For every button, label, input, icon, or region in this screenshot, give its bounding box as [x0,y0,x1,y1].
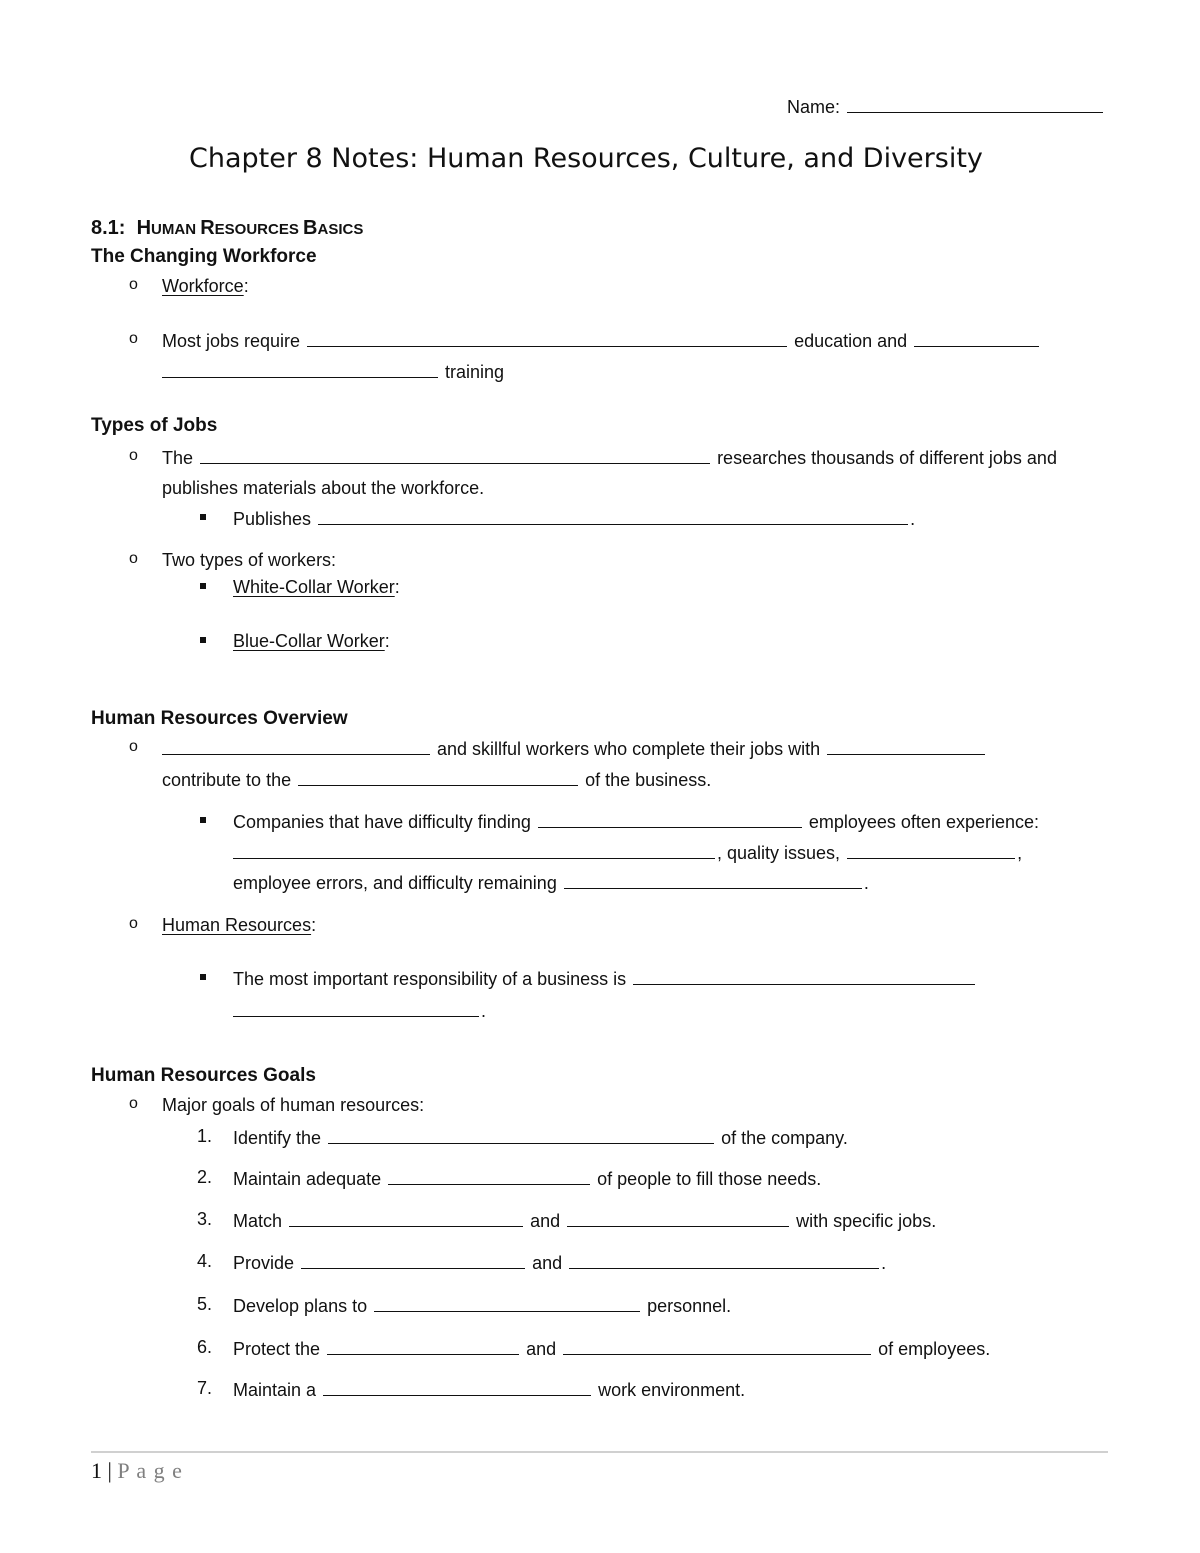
text: and [530,1211,561,1231]
fill-blank[interactable] [827,737,985,755]
goal-number: 7. [197,1378,213,1398]
fill-blank[interactable] [323,1378,591,1396]
text: Most jobs require [162,331,301,351]
bullet-square [200,817,206,823]
goal-item-7 [233,1378,745,1401]
text: training [445,362,505,382]
goals-intro: Major goals of human resources: [162,1095,425,1115]
colon: : [311,915,317,935]
text: and [526,1339,557,1359]
text: . [881,1253,887,1273]
fill-blank[interactable] [301,1251,525,1269]
separator: | [102,1458,118,1483]
bullet-o: o [129,738,138,755]
fill-blank[interactable] [567,1209,789,1227]
text: of the company. [721,1128,848,1148]
white-collar-term: White-Collar Worker [233,577,395,597]
text: . [863,873,869,893]
fill-blank[interactable] [914,329,1039,347]
fill-blank[interactable] [569,1251,879,1269]
text: The most important responsibility of a business is [233,969,627,989]
bullet-o: o [129,330,138,347]
fill-blank[interactable] [233,841,715,859]
bullet-square [200,514,206,520]
section-title-part: R [200,217,215,239]
fill-blank[interactable] [233,999,479,1017]
fill-blank[interactable] [564,871,862,889]
section-title-part: ASICS [317,221,364,238]
fill-blank[interactable] [374,1294,640,1312]
bullet-o: o [129,447,138,464]
text: with specific jobs. [796,1211,937,1231]
bullet-o: o [129,276,138,293]
fill-blank[interactable] [200,446,710,464]
responsibility-line-2 [233,999,486,1022]
fill-blank[interactable] [298,768,578,786]
colon: : [243,276,249,296]
text: Publishes [233,509,312,529]
types-item-1-line-1 [162,446,1057,469]
goal-item-5 [233,1294,731,1317]
overview-item-1-line-2 [162,768,711,791]
bullet-o: o [129,550,138,567]
human-resources-item [162,914,316,936]
text: employees often experience: [808,812,1040,832]
text: contribute to the [162,770,292,790]
white-collar-item [233,576,400,598]
text: Maintain adequate [233,1169,382,1189]
fill-blank[interactable] [388,1167,590,1185]
fill-blank[interactable] [563,1337,871,1355]
goal-item-1 [233,1126,848,1149]
fill-blank[interactable] [162,737,430,755]
page-number: 1 [91,1458,102,1483]
text: of the business. [585,770,712,790]
text: work environment. [598,1380,746,1400]
text: Match [233,1211,283,1231]
section-number: 8.1: [91,217,126,239]
goal-item-3 [233,1209,936,1232]
text: of people to fill those needs. [597,1169,822,1189]
heading-hr-goals: Human Resources Goals [91,1065,316,1086]
fill-blank[interactable] [538,810,802,828]
goal-number: 4. [197,1251,213,1271]
heading-changing-workforce: The Changing Workforce [91,246,317,267]
colon: : [394,577,400,597]
goal-item-2 [233,1167,821,1190]
name-blank[interactable] [847,95,1103,113]
text: Maintain a [233,1380,317,1400]
two-types-line: Two types of workers: [162,550,337,570]
text: , quality issues, [717,843,841,863]
goal-number: 3. [197,1209,213,1229]
fill-blank[interactable] [318,507,908,525]
jobs-require-line-1 [162,329,1041,352]
overview-sub-1-line-1 [233,810,1039,833]
text: Identify the [233,1128,322,1148]
types-item-1-line-2: publishes materials about the workforce. [162,478,485,498]
goal-item-4 [233,1251,886,1274]
workforce-term: Workforce [162,276,244,296]
text: personnel. [647,1296,732,1316]
footer-page-number [91,1458,183,1484]
text: employee errors, and difficulty remaining [233,873,557,893]
text: researches thousands of different jobs and [717,448,1057,468]
publishes-line [233,507,915,530]
text: Protect the [233,1339,321,1359]
text: Develop plans to [233,1296,368,1316]
name-field[interactable] [787,95,1105,118]
fill-blank[interactable] [633,967,975,985]
bullet-o: o [129,915,138,932]
goal-item-6 [233,1337,990,1360]
fill-blank[interactable] [307,329,787,347]
goal-number: 6. [197,1337,213,1357]
fill-blank[interactable] [289,1209,523,1227]
fill-blank[interactable] [327,1337,519,1355]
fill-blank[interactable] [328,1126,714,1144]
section-title-part: B [303,217,318,239]
human-resources-term: Human Resources [162,915,312,935]
bullet-square [200,974,206,980]
fill-blank[interactable] [847,841,1015,859]
footer-divider [91,1451,1108,1453]
text: and [532,1253,563,1273]
heading-types-of-jobs: Types of Jobs [91,415,218,436]
text: . [910,509,916,529]
name-label: Name: [787,97,841,117]
overview-item-1-line-1 [162,737,987,760]
page-label: P a g e [117,1458,183,1483]
bullet-square [200,637,206,643]
responsibility-line-1 [233,967,977,990]
text: and skillful workers who complete their jobs with [437,739,821,759]
blue-collar-term: Blue-Collar Worker [233,631,385,651]
text: of employees. [878,1339,991,1359]
section-title-part: UMAN [151,221,201,238]
text: Companies that have difficulty finding [233,812,531,832]
bullet-o: o [129,1095,138,1112]
section-heading [91,215,363,243]
text: education and [794,331,908,351]
heading-hr-overview: Human Resources Overview [91,708,348,729]
goal-number: 2. [197,1167,213,1187]
bullet-square [200,583,206,589]
blue-collar-item [233,630,390,652]
text: The [162,448,194,468]
goal-number: 5. [197,1294,213,1314]
section-title-part: H [136,217,152,239]
goal-number: 1. [197,1126,213,1146]
colon: : [384,631,390,651]
page-title: Chapter 8 Notes: Human Resources, Culture, and Diversity [189,143,983,174]
workforce-item [162,275,249,297]
jobs-require-line-2 [162,360,504,383]
overview-sub-1-line-3 [233,871,869,894]
overview-sub-1-line-2 [233,841,1022,864]
fill-blank[interactable] [162,360,438,378]
section-title-part: ESOURCES [214,221,304,238]
text: , [1017,843,1023,863]
text: . [481,1001,487,1021]
text: Provide [233,1253,295,1273]
